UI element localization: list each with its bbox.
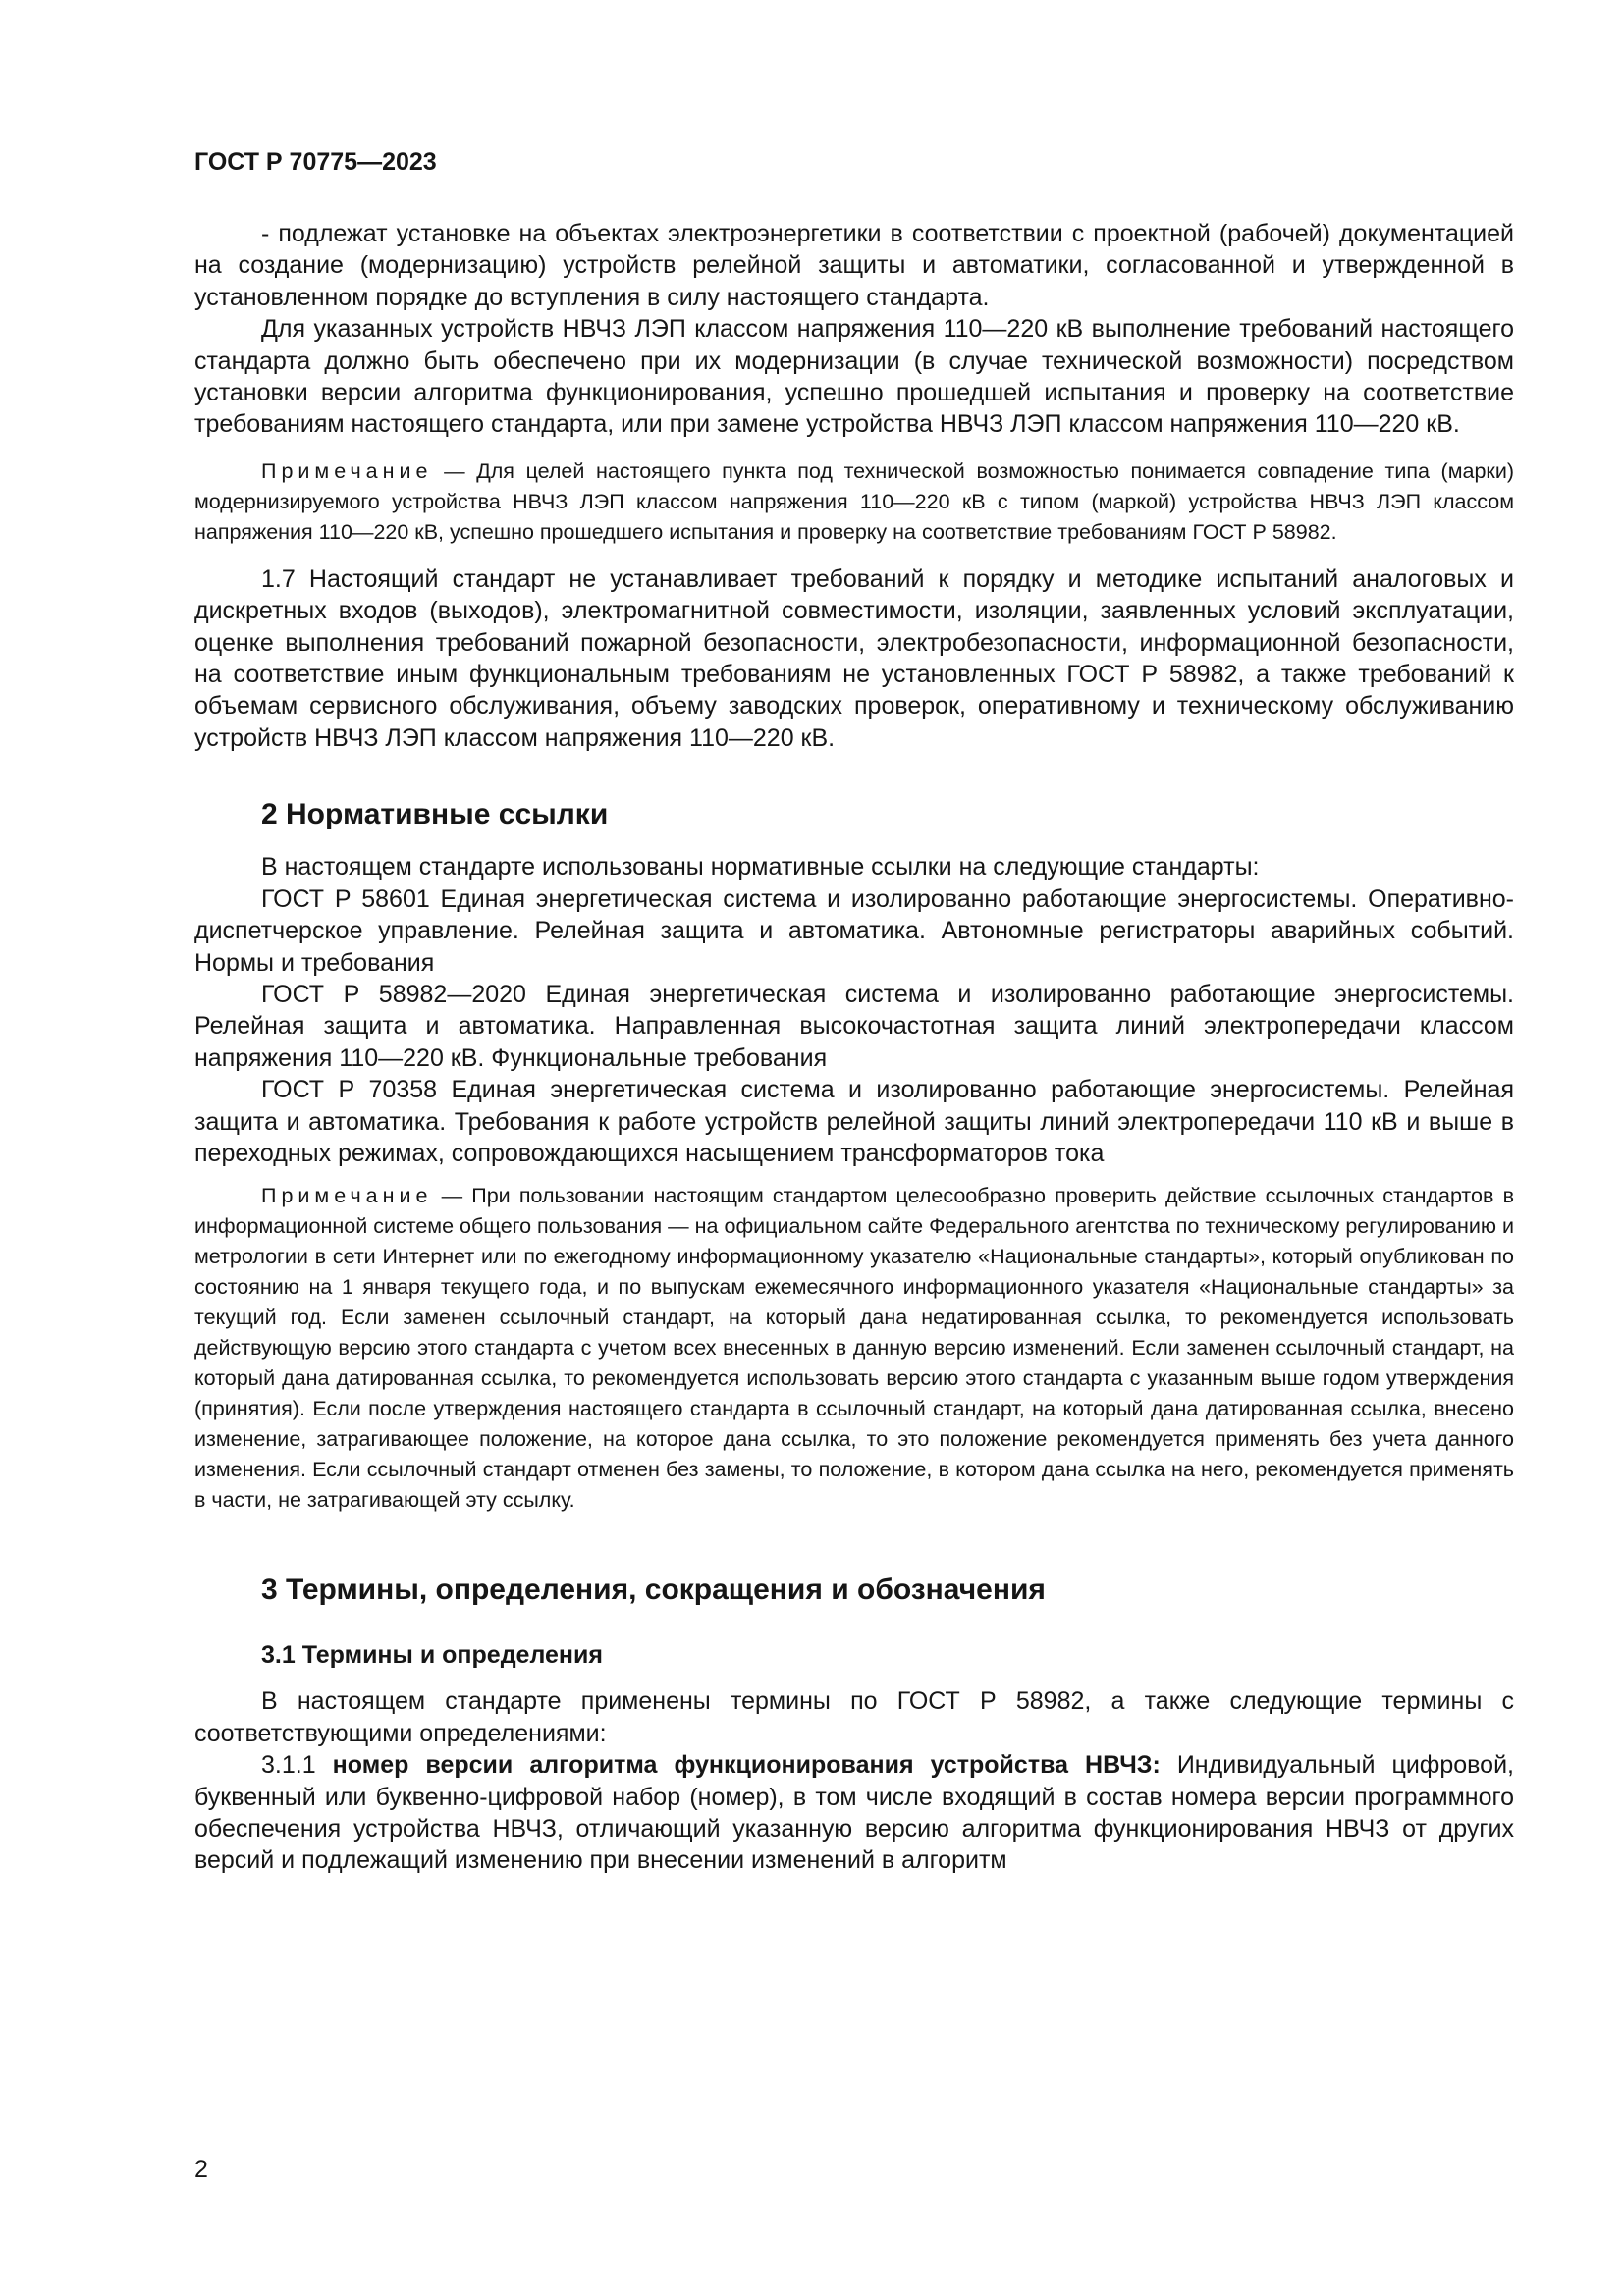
note-label: Примечание [261, 1184, 433, 1208]
reference-gost-70358: ГОСТ Р 70358 Единая энергетическая система и изолированно работающие энергосистемы. Релейная защита и автоматика. Требования к работе устройств релейной защиты линий электропередачи 110 кВ и выше в переходных режимах, сопровождающихся насыщением трансформаторов тока [194, 1076, 1514, 1167]
document-code-header: ГОСТ Р 70775—2023 [194, 148, 437, 176]
clause-1-7: 1.7 Настоящий стандарт не устанавливает требований к порядку и методике испытаний аналоговых и дискретных входов (выходов), электромагнитной совместимости, изоляции, заявленных условий эксплуатации, оценке выполнения требований пожарной безопасности, электробезопасности, информационной безопасности, на соответствие иным функциональным требованиям не установленных ГОСТ Р 58982, а также требований к объемам сервисного обслуживания, объему заводских проверок, оперативному и техническому обслуживанию устройств НВЧЗ ЛЭП классом напряжения 110—220 кВ. [194, 564, 1514, 752]
note-label: Примечание [261, 458, 433, 483]
paragraph-modernization: Для указанных устройств НВЧЗ ЛЭП классом напряжения 110—220 кВ выполнение требований настоящего стандарта должно быть обеспечено при их модернизации (в случае технической возможности) посредством установки версии алгоритма функционирования, успешно прошедшей испытания и проверку на соответствие требованиям настоящего стандарта, или при замене устройства НВЧЗ ЛЭП классом напряжения 110—220 кВ. [194, 315, 1514, 439]
reference-gost-58601: ГОСТ Р 58601 Единая энергетическая система и изолированно работающие энергосистемы. Оперативно-диспетчерское управление. Релейная защита и автоматика. Автономные регистраторы аварийных событий. Нормы и требования [194, 884, 1514, 977]
term-definition: Индивидуальный цифровой, буквенный или буквенно-цифровой набор (номер), в том числе входящий в состав номера версии программного обеспечения устройства НВЧЗ, отличающий указанную версию алгоритма функционирования НВЧЗ от других версий и подлежащий изменению при внесении изменений в алгоритм [194, 1751, 1514, 1875]
note-text: — При пользовании настоящим стандартом целесообразно проверить действие ссылочных стандартов в информационной системе общего пользования — на официальном сайте Федерального агентства по техническому регулированию и метрологии в сети Интернет или по ежегодному информационному указателю «Национальные стандарты», который опубликован по состоянию на 1 января текущего года, и по выпускам ежемесячного информационного указателя «Национальные стандарты» за текущий год. Если заменен ссылочный стандарт, на который дана недатированная ссылка, то рекомендуется использовать действующую версию этого стандарта с учетом всех внесенных в данную версию изменений. Если заменен ссылочный стандарт, на который дана датированная ссылка, то рекомендуется использовать версию этого стандарта с указанным выше годом утверждения (принятия). Если после утверждения настоящего стандарта в ссылочный стандарт, на который дана датированная ссылка, внесено изменение, затрагивающее положение, на которое дана ссылка, то это положение рекомендуется применять без учета данного изменения. Если ссылочный стандарт отменен без замены, то положение, в котором дана ссылка на него, рекомендуется применять в части, не затрагивающей эту ссылку. [194, 1184, 1514, 1513]
page-content [194, 218, 1514, 1877]
section-2-intro: В настоящем стандарте использованы нормативные ссылки на следующие стандарты: [261, 853, 1260, 881]
term-name: номер версии алгоритма функционирования устройства НВЧЗ: [332, 1751, 1161, 1780]
term-3-1-1 [194, 1749, 1514, 1877]
term-number: 3.1.1 [261, 1751, 333, 1780]
section-2-title: 2 Нормативные ссылки [261, 798, 609, 831]
note-text: — Для целей настоящего пункта под технической возможностью понимается совпадение типа (марки) модернизируемого устройства НВЧЗ ЛЭП классом напряжения 110—220 кВ с типом (маркой) устройства НВЧЗ ЛЭП классом напряжения 110—220 кВ, успешно прошедшего испытания и проверку на соответствие требованиям ГОСТ Р 58982. [194, 458, 1514, 544]
section-3-intro: В настоящем стандарте применены термины по ГОСТ Р 58982, а также следующие термины с соответствующими определениями: [194, 1687, 1514, 1747]
note-references [194, 1181, 1514, 1516]
subsection-3-1-title: 3.1 Термины и определения [261, 1641, 603, 1670]
page-number: 2 [194, 2156, 208, 2183]
note-technical-possibility [194, 456, 1514, 548]
list-item-bullet: - подлежат установке на объектах электроэнергетики в соответствии с проектной (рабочей) документацией на создание (модернизацию) устройств релейной защиты и автоматики, согласованной и утвержденной в установленном порядке до вступления в силу настоящего стандарта. [194, 220, 1514, 311]
section-3-title: 3 Термины, определения, сокращения и обозначения [261, 1574, 1046, 1607]
reference-gost-58982: ГОСТ Р 58982—2020 Единая энергетическая система и изолированно работающие энергосистемы. Релейная защита и автоматика. Направленная высокочастотная защита линий электропередачи классом напряжения 110—220 кВ. Функциональные требования [194, 980, 1514, 1072]
